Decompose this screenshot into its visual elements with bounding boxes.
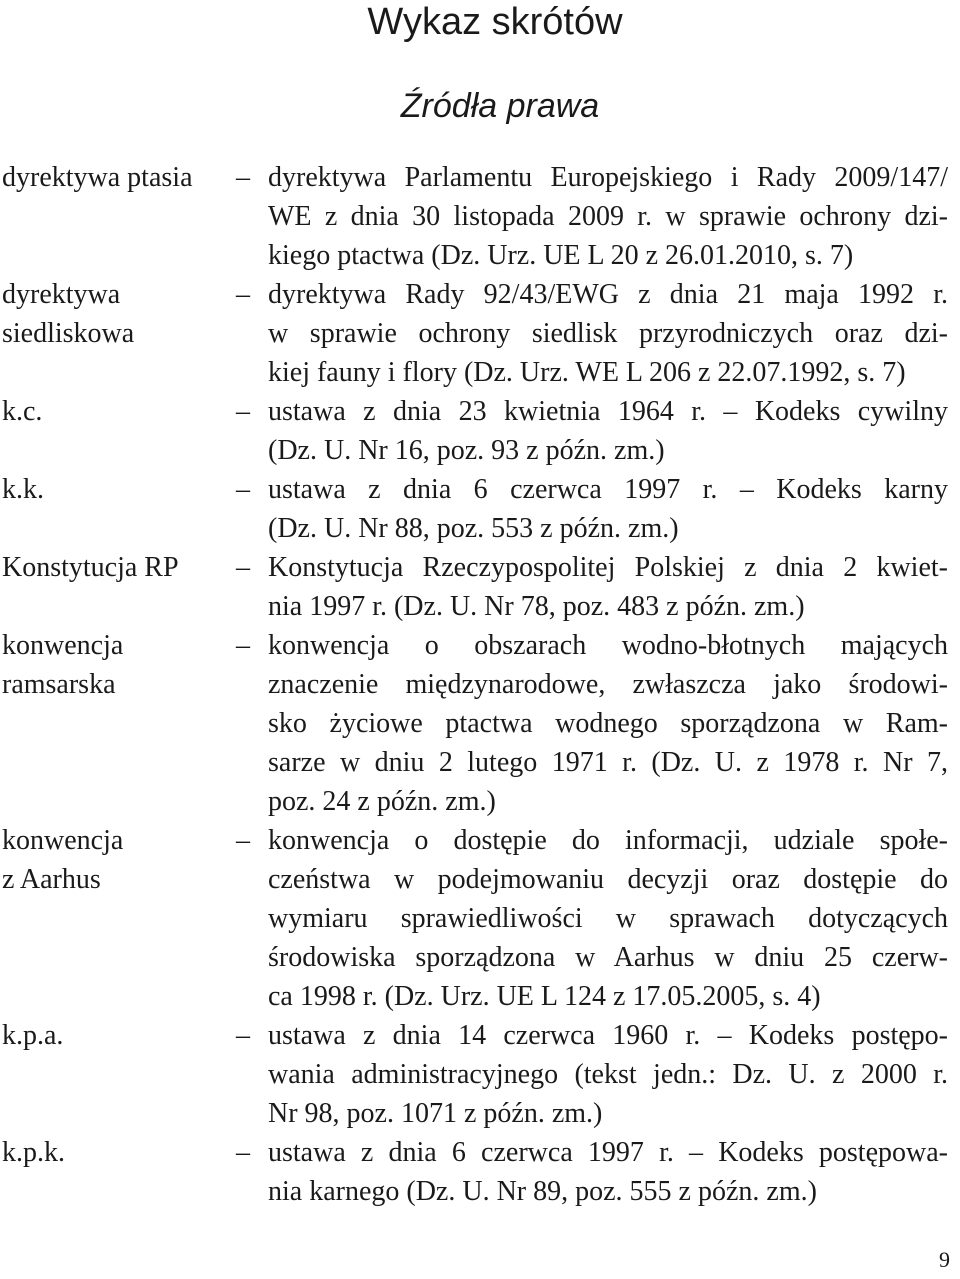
abbreviation-term-line: konwencja xyxy=(2,825,124,856)
page-number: 9 xyxy=(939,1247,950,1272)
abbreviation-entry xyxy=(0,1016,960,1133)
abbreviation-term-line: z Aarhus xyxy=(2,864,101,895)
abbreviation-entry xyxy=(0,821,960,1016)
abbreviation-list xyxy=(0,158,960,1211)
definition-dash: – xyxy=(236,825,250,856)
abbreviation-term-line: siedliskowa xyxy=(2,318,135,349)
abbreviation-entry xyxy=(0,548,960,626)
definition-line: wymiaru sprawiedliwości w sprawach dotyczących xyxy=(268,903,948,934)
definition-dash: – xyxy=(236,1020,250,1051)
abbreviation-term-line: k.k. xyxy=(2,474,44,505)
abbreviation-definition xyxy=(268,470,948,548)
definition-line: czeństwa w podejmowaniu decyzji oraz dostępie do xyxy=(268,864,948,895)
definition-dash: – xyxy=(236,552,250,583)
abbreviation-term xyxy=(0,470,236,548)
abbreviation-term-line: ramsarska xyxy=(2,669,116,700)
abbreviation-entry xyxy=(0,392,960,470)
abbreviation-definition xyxy=(268,1016,948,1133)
definition-line: poz. 24 z późn. zm.) xyxy=(268,786,496,817)
definition-line: Konstytucja Rzeczypospolitej Polskiej z dnia 2 kwiet- xyxy=(268,552,948,583)
abbreviation-term xyxy=(0,1133,236,1211)
definition-line: sarze w dniu 2 lutego 1971 r. (Dz. U. z 1978 r. Nr 7, xyxy=(268,747,948,778)
abbreviation-definition xyxy=(268,275,948,392)
definition-line: konwencja o obszarach wodno-błotnych mających xyxy=(268,630,948,661)
abbreviation-term xyxy=(0,392,236,470)
definition-line: Nr 98, poz. 1071 z późn. zm.) xyxy=(268,1098,603,1129)
abbreviation-definition xyxy=(268,158,948,275)
abbreviation-term-line: k.p.k. xyxy=(2,1137,65,1168)
definition-line: w sprawie ochrony siedlisk przyrodniczych oraz dzi- xyxy=(268,318,948,349)
abbreviation-definition xyxy=(268,626,948,821)
definition-line: znaczenie międzynarodowe, zwłaszcza jako środowi- xyxy=(268,669,948,700)
definition-dash: – xyxy=(236,1137,250,1168)
definition-line: dyrektywa Rady 92/43/EWG z dnia 21 maja 1992 r. xyxy=(268,279,948,310)
definition-line: kiego ptactwa (Dz. Urz. UE L 20 z 26.01.2010, s. 7) xyxy=(268,240,854,271)
definition-line: nia 1997 r. (Dz. U. Nr 78, poz. 483 z późn. zm.) xyxy=(268,591,805,622)
page-title: Wykaz skrótów xyxy=(367,1,623,43)
definition-dash: – xyxy=(236,630,250,661)
abbreviation-term-line: k.p.a. xyxy=(2,1020,64,1051)
definition-line: sko życiowe ptactwa wodnego sporządzona w Ram- xyxy=(268,708,948,739)
definition-line: ustawa z dnia 6 czerwca 1997 r. – Kodeks karny xyxy=(268,474,948,505)
definition-line: wania administracyjnego (tekst jedn.: Dz. U. z 2000 r. xyxy=(268,1059,948,1090)
abbreviation-entry xyxy=(0,1133,960,1211)
abbreviation-entry xyxy=(0,275,960,392)
abbreviation-definition xyxy=(268,392,948,470)
abbreviation-definition xyxy=(268,821,948,1016)
definition-line: nia karnego (Dz. U. Nr 89, poz. 555 z późn. zm.) xyxy=(268,1176,817,1207)
definition-line: konwencja o dostępie do informacji, udziale społe- xyxy=(268,825,948,856)
definition-line: ustawa z dnia 23 kwietnia 1964 r. – Kodeks cywilny xyxy=(268,396,948,427)
abbreviation-term-line: k.c. xyxy=(2,396,43,427)
definition-line: ustawa z dnia 14 czerwca 1960 r. – Kodeks postępo- xyxy=(268,1020,948,1051)
abbreviation-term-line: dyrektywa ptasia xyxy=(2,162,193,193)
section-title: Źródła prawa xyxy=(400,87,600,125)
abbreviation-term xyxy=(0,1016,236,1133)
abbreviation-term-line: konwencja xyxy=(2,630,124,661)
definition-dash: – xyxy=(236,474,250,505)
definition-line: dyrektywa Parlamentu Europejskiego i Rady 2009/147/ xyxy=(268,162,948,193)
abbreviation-definition xyxy=(268,1133,948,1211)
abbreviation-entry xyxy=(0,626,960,821)
abbreviation-definition xyxy=(268,548,948,626)
abbreviation-entry xyxy=(0,470,960,548)
definition-line: WE z dnia 30 listopada 2009 r. w sprawie ochrony dzi- xyxy=(268,201,948,232)
abbreviation-term xyxy=(0,821,236,1016)
abbreviation-term-line: dyrektywa xyxy=(2,279,121,310)
definition-line: kiej fauny i flory (Dz. Urz. WE L 206 z 22.07.1992, s. 7) xyxy=(268,357,906,388)
definition-dash: – xyxy=(236,279,250,310)
abbreviation-term xyxy=(0,275,236,392)
definition-line: (Dz. U. Nr 88, poz. 553 z późn. zm.) xyxy=(268,513,679,544)
definition-dash: – xyxy=(236,162,250,193)
definition-line: środowiska sporządzona w Aarhus w dniu 25 czerw- xyxy=(268,942,948,973)
definition-line: ca 1998 r. (Dz. Urz. UE L 124 z 17.05.2005, s. 4) xyxy=(268,981,821,1012)
abbreviation-term xyxy=(0,158,236,275)
definition-line: (Dz. U. Nr 16, poz. 93 z późn. zm.) xyxy=(268,435,665,466)
abbreviation-term-line: Konstytucja RP xyxy=(2,552,179,583)
abbreviation-term xyxy=(0,626,236,821)
abbreviation-term xyxy=(0,548,236,626)
abbreviation-entry xyxy=(0,158,960,275)
definition-dash: – xyxy=(236,396,250,427)
definition-line: ustawa z dnia 6 czerwca 1997 r. – Kodeks postępowa- xyxy=(268,1137,948,1168)
